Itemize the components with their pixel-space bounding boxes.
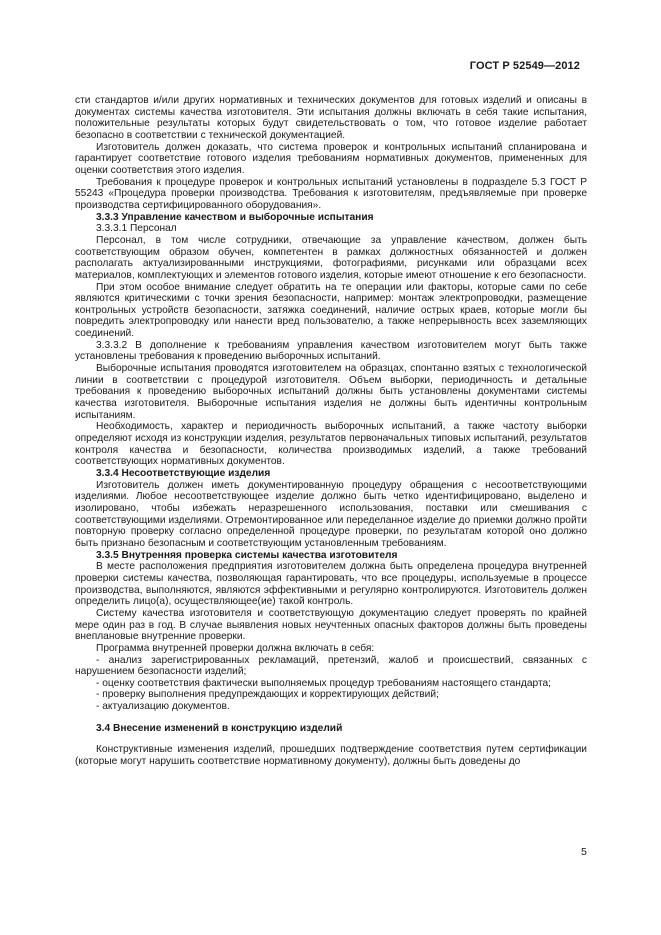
paragraph: 3.3.3.2 В дополнение к требованиям управления качеством изготовителем могут быть также установлены требования к проведению выборочных испытаний. xyxy=(75,339,587,363)
paragraph: Персонал, в том числе сотрудники, отвечающие за управление качеством, должен быть соответствующим образом обучен, компетентен в рамках должностных обязанностей и должен располагать актуализированными инструкциями, фотографиями, рисунками или образцами всех материалов, комплектующих и элементов готового изделия, которые имеют отношение к его безопасности. xyxy=(75,234,587,281)
section-heading: 3.3.3 Управление качеством и выборочные испытания xyxy=(96,211,374,223)
paragraph: Изготовитель должен доказать, что система проверок и контрольных испытаний спланирована и гарантирует соответствие готового изделия требованиям нормативных документов, примененных для оценки соответствия этого изделия. xyxy=(75,141,587,176)
subsection-heading: 3.3.3.1 Персонал xyxy=(96,223,177,235)
section-heading: 3.4 Внесение изменений в конструкцию изделий xyxy=(96,722,343,734)
section-heading: 3.3.4 Несоответствующие изделия xyxy=(96,468,271,479)
document-body xyxy=(75,95,587,768)
paragraph: Программа внутренней проверки должна включать в себя: xyxy=(96,642,375,654)
paragraph: Систему качества изготовителя и соответствующую документацию следует проверять по крайней мере один раз в год. В случае выявления новых неучтенных опасных факторов должны быть проведены внеплановые внутренние проверки. xyxy=(75,607,587,643)
paragraph: сти стандартов и/или других нормативных и технических документов для готовых изделий и описаны в документах системы качества изготовителя. Эти испытания должны включать в себя такие испытания, положительные результаты которых будут свидетельствовать о том, что готовое изделие работает безопасно в соответствии с технической документацией. xyxy=(75,95,587,141)
paragraph: Выборочные испытания проводятся изготовителем на образцах, спонтанно взятых с технологической линии в соответствии с процедурой изготовителя. Объем выборки, периодичность и детальные требования к проведению выборочных испытаний должны быть установлены документами системы качества изготовителя. Выборочные испытания изделия не должны быть идентичны контрольным испытаниям. xyxy=(75,363,587,421)
document-header: ГОСТ Р 52549—2012 xyxy=(469,60,580,72)
paragraph: Изготовитель должен иметь документированную процедуру обращения с несоответствующими изделиями. Любое несоответствующее изделие должно быть четко идентифицировано, выделено и изолировано, чтобы избежать неразрешенного использования, поставки или смешивания с соответствующими изделиями. Отремонтированное или переделанное изделие до приемки должно пройти повторную проверку согласно определенной процедуре проверки, по результатам которой оно должно быть признано безопасным и соответствующим установленным требованиям. xyxy=(75,479,587,549)
paragraph: Требования к процедуре проверок и контрольных испытаний установлены в подразделе 5.3 ГОСТ Р 55243 «Процедура проверки производства. Требования к изготовителям, предъявляемые при проверке производства сертифицированного оборудования». xyxy=(75,176,587,211)
list-item: - проверку выполнения предупреждающих и корректирующих действий; xyxy=(96,689,439,701)
list-item: - анализ зарегистрированных рекламаций, претензий, жалоб и происшествий, связанных с нарушением безопасности изделий; xyxy=(75,654,587,678)
page-number: 5 xyxy=(581,846,587,858)
paragraph: В месте расположения предприятия изготовителем должна быть определена процедура внутренней проверки системы качества, позволяющая гарантировать, что все процедуры, используемые в процессе производства, выполняются, являются эффективными и регулярно контролируются. Изготовитель должен определить лицо(а), осуществляющее(ие) такой контроль. xyxy=(75,561,587,608)
section-heading: 3.3.5 Внутренняя проверка системы качества изготовителя xyxy=(96,549,398,561)
list-item: - актуализацию документов. xyxy=(96,701,230,713)
list-item: - оценку соответствия фактически выполняемых процедур требованиям настоящего стандарта; xyxy=(96,677,552,689)
paragraph: При этом особое внимание следует обратить на те операции или факторы, которые сами по себе являются критическими с точки зрения безопасности, например: монтаж электропроводки, размещение контрольных устройств безопасности, затяжка соединений, наличие острых краев, которые могли бы повредить электропроводку или нанести вред пользователю, а также непрерывность всех заземляющих соединений. xyxy=(75,281,587,340)
paragraph: Конструктивные изменения изделий, прошедших подтверждение соответствия путем сертификации (которые могут нарушить соответствие нормативному документу), должны быть доведены до xyxy=(75,744,587,768)
paragraph: Необходимость, характер и периодичность выборочных испытаний, а также частоту выборки определяют исходя из конструкции изделия, результатов первоначальных типовых испытаний, результатов контроля качества и безопасности, количества производимых изделий, а также требований соответствующих нормативных документов. xyxy=(75,421,587,468)
